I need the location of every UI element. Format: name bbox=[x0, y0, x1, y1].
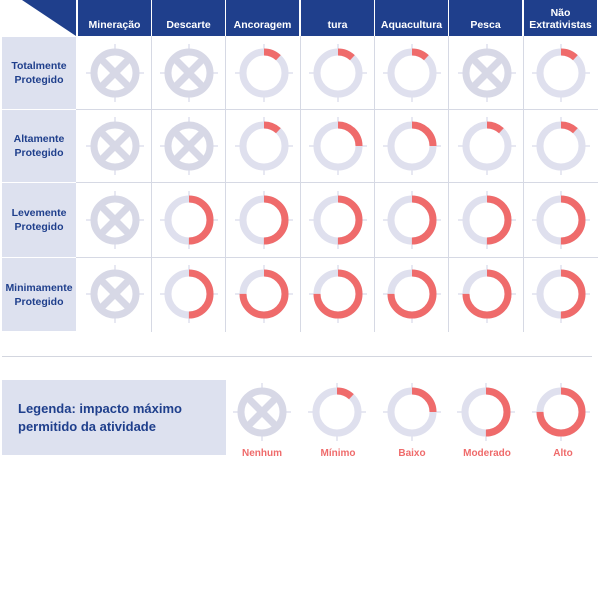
row-label-minimamente-protegido: Minimamente Protegido bbox=[2, 258, 76, 331]
impact-ring-icon bbox=[234, 190, 294, 250]
row-label-altamente-protegido: Altamente Protegido bbox=[2, 110, 76, 182]
legend-impact-ring-icon bbox=[382, 382, 442, 442]
impact-ring-icon bbox=[531, 190, 591, 250]
impact-ring-icon bbox=[531, 264, 591, 324]
column-header-label: Mineração bbox=[88, 19, 141, 31]
column-header-tura bbox=[301, 0, 374, 36]
no-activity-icon bbox=[159, 116, 219, 176]
grid-column-divider bbox=[448, 36, 449, 332]
legend-impact-ring-icon bbox=[456, 382, 516, 442]
no-activity-icon bbox=[85, 43, 145, 103]
legend-title: Legenda: impacto máximo permitido da atividade bbox=[2, 380, 226, 455]
legend-impact-ring-icon bbox=[307, 382, 367, 442]
no-activity-icon bbox=[85, 190, 145, 250]
legend-label-baixo: Baixo bbox=[398, 448, 426, 459]
row-label-levemente-protegido: Levemente Protegido bbox=[2, 183, 76, 257]
column-header-row bbox=[0, 0, 600, 36]
impact-ring-icon bbox=[308, 264, 368, 324]
impact-ring-icon bbox=[234, 116, 294, 176]
column-header-ancoragem bbox=[226, 0, 299, 36]
grid-row-divider bbox=[76, 109, 598, 110]
no-activity-icon bbox=[159, 43, 219, 103]
column-header-nao-extrativistas bbox=[524, 0, 597, 36]
impact-ring-icon bbox=[234, 264, 294, 324]
impact-ring-icon bbox=[308, 116, 368, 176]
row-label-totalmente-protegido: Totalmente Protegido bbox=[2, 37, 76, 109]
impact-ring-icon bbox=[457, 190, 517, 250]
impact-ring-icon bbox=[159, 264, 219, 324]
grid-column-divider bbox=[151, 36, 152, 332]
section-divider bbox=[2, 356, 592, 357]
legend-label-minimo: Mínimo bbox=[320, 448, 356, 459]
column-header-label: Descarte bbox=[166, 19, 211, 31]
grid-column-divider bbox=[374, 36, 375, 332]
impact-ring-icon bbox=[382, 116, 442, 176]
legend-label-nenhum: Nenhum bbox=[242, 448, 282, 459]
grid-row-divider bbox=[76, 182, 598, 183]
grid-column-divider bbox=[523, 36, 524, 332]
impact-ring-icon bbox=[457, 116, 517, 176]
grid-row-divider bbox=[76, 257, 598, 258]
impact-ring-icon bbox=[531, 43, 591, 103]
column-header-descarte bbox=[152, 0, 225, 36]
legend-label-moderado: Moderado bbox=[463, 448, 511, 459]
header-corner bbox=[0, 0, 76, 36]
grid-column-divider bbox=[300, 36, 301, 332]
no-activity-icon bbox=[457, 43, 517, 103]
column-header-label: Não Extrativistas bbox=[529, 7, 592, 31]
column-header-mineracao bbox=[78, 0, 151, 36]
no-activity-icon bbox=[85, 264, 145, 324]
column-header-label: Aquacultura bbox=[380, 19, 443, 31]
impact-ring-icon bbox=[308, 43, 368, 103]
column-header-aquacultura bbox=[375, 0, 448, 36]
grid-column-divider bbox=[225, 36, 226, 332]
legend-no-activity-icon bbox=[232, 382, 292, 442]
impact-ring-icon bbox=[382, 190, 442, 250]
column-header-label: tura bbox=[327, 19, 348, 31]
column-header-label: Ancoragem bbox=[233, 19, 292, 31]
column-header-pesca bbox=[449, 0, 522, 36]
no-activity-icon bbox=[85, 116, 145, 176]
impact-ring-icon bbox=[382, 43, 442, 103]
column-header-label: Pesca bbox=[470, 19, 501, 31]
impact-ring-icon bbox=[457, 264, 517, 324]
impact-ring-icon bbox=[382, 264, 442, 324]
impact-ring-icon bbox=[234, 43, 294, 103]
impact-ring-icon bbox=[308, 190, 368, 250]
legend-label-alto: Alto bbox=[553, 448, 573, 459]
legend-impact-ring-icon bbox=[531, 382, 591, 442]
impact-ring-icon bbox=[159, 190, 219, 250]
impact-ring-icon bbox=[531, 116, 591, 176]
